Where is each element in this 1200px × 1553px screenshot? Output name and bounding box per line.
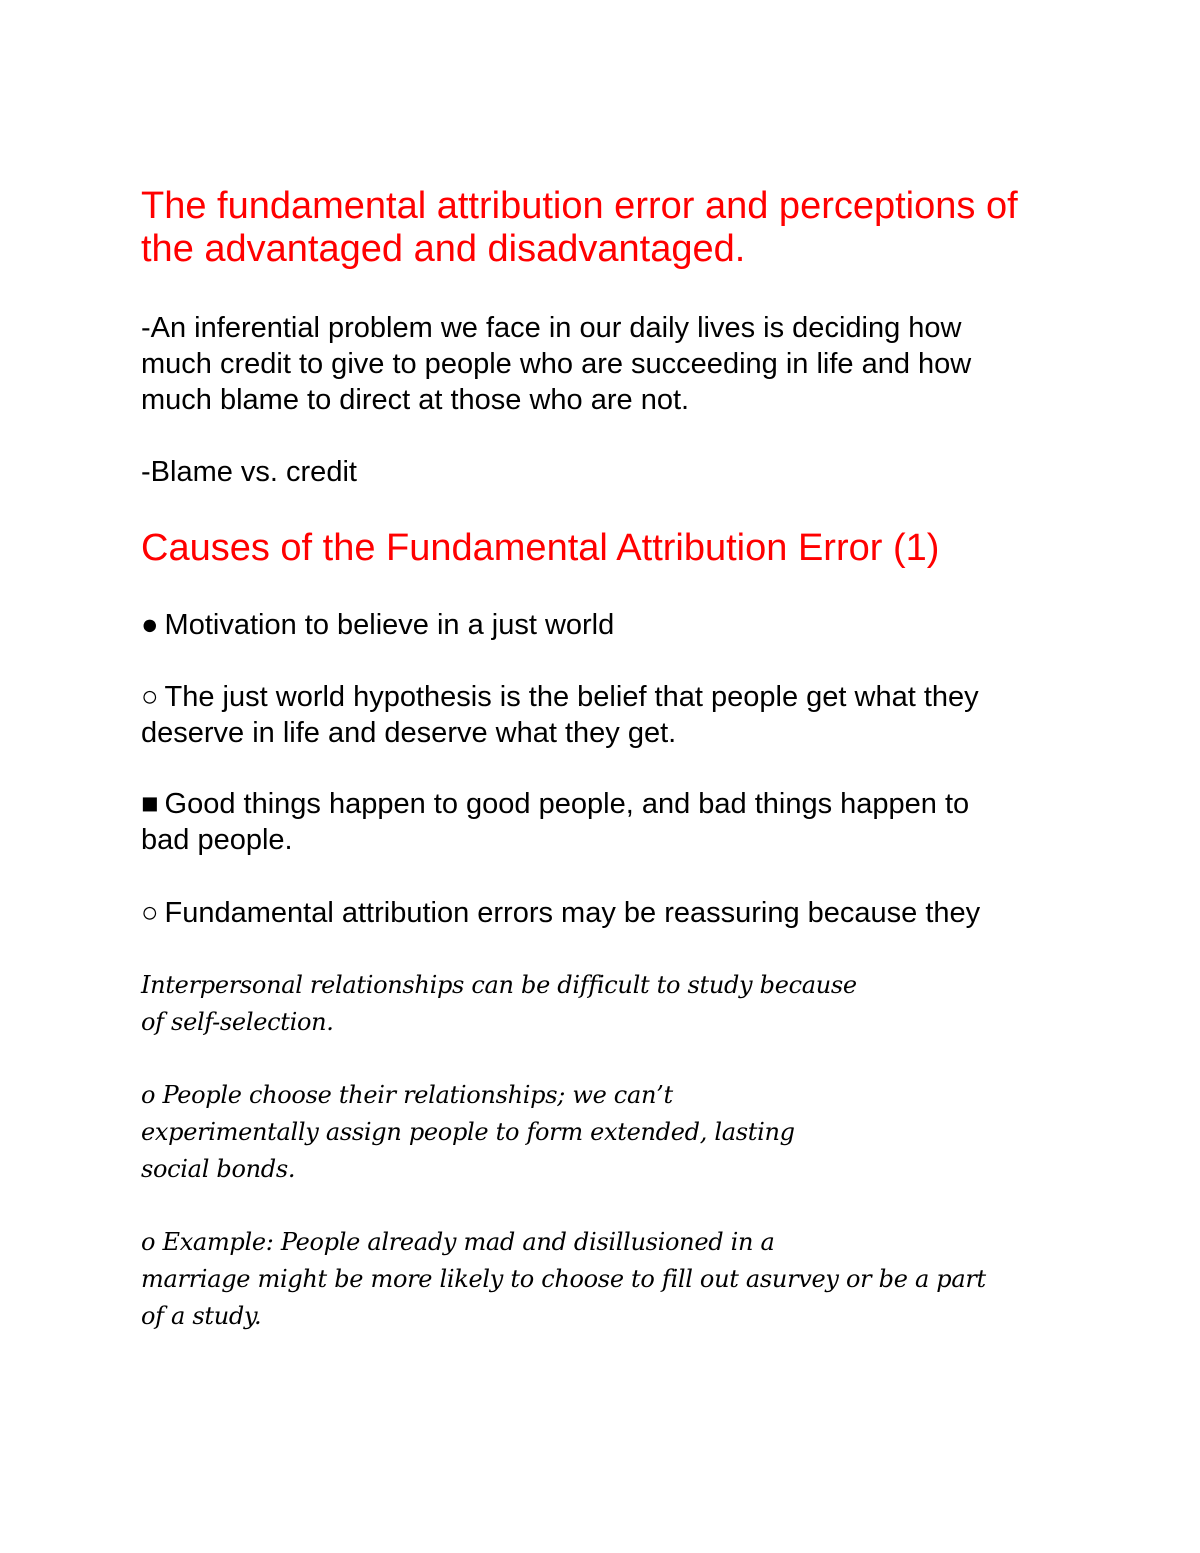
hollow-circle-bullet-icon: ○: [141, 897, 159, 929]
italic-p1-line-1: Interpersonal relationships can be difficult to study because: [141, 971, 857, 999]
intro-line-1: -An inferential problem we face in our daily lives is deciding how: [141, 312, 962, 344]
hollow-circle-bullet-icon: ○: [141, 681, 159, 713]
italic-p2-line-3: social bonds.: [141, 1155, 296, 1183]
intro-line-3: much blame to direct at those who are not.: [141, 384, 690, 416]
italic-paragraph-example: [141, 1224, 1101, 1335]
bullet-good-things: [141, 786, 1101, 858]
italic-p3-line-2: marriage might be more likely to choose to fill out asurvey or be a part: [141, 1265, 986, 1293]
title-line-1: The fundamental attribution error and perceptions of: [141, 185, 1018, 227]
intro-paragraph: [141, 310, 1101, 418]
title-line-2: the advantaged and disadvantaged.: [141, 228, 746, 270]
bullet-reassuring-text: Fundamental attribution errors may be reassuring because they: [164, 897, 981, 929]
bullet-just-world-line-1: The just world hypothesis is the belief that people get what they: [164, 681, 979, 713]
blame-credit-text: -Blame vs. credit: [141, 456, 357, 488]
bullet-just-world: [141, 679, 1101, 751]
bullet-reassuring: [141, 895, 1101, 931]
causes-heading-text: Causes of the Fundamental Attribution Error (1): [141, 527, 940, 569]
bullet-good-things-line-2: bad people.: [141, 824, 293, 856]
italic-paragraph-choose-relationships: [141, 1077, 1101, 1188]
square-bullet-icon: ■: [141, 788, 159, 820]
bullet-good-things-line-1: Good things happen to good people, and bad things happen to: [164, 788, 970, 820]
italic-paragraph-self-selection: [141, 967, 1101, 1041]
italic-p3-line-3: of a study.: [141, 1302, 262, 1330]
causes-heading: [141, 527, 1101, 570]
filled-circle-bullet-icon: ●: [141, 609, 159, 641]
blame-credit-paragraph: [141, 454, 1101, 490]
italic-p1-line-2: of self-selection.: [141, 1008, 334, 1036]
bullet-motivation: [141, 607, 1101, 643]
document-title: [141, 185, 1101, 271]
bullet-just-world-line-2: deserve in life and deserve what they get.: [141, 717, 677, 749]
italic-p3-line-1: o Example: People already mad and disillusioned in a: [141, 1228, 775, 1256]
italic-p2-line-2: experimentally assign people to form extended, lasting: [141, 1118, 795, 1146]
italic-p2-line-1: o People choose their relationships; we can’t: [141, 1081, 673, 1109]
intro-line-2: much credit to give to people who are succeeding in life and how: [141, 348, 972, 380]
bullet-motivation-text: Motivation to believe in a just world: [164, 609, 615, 641]
